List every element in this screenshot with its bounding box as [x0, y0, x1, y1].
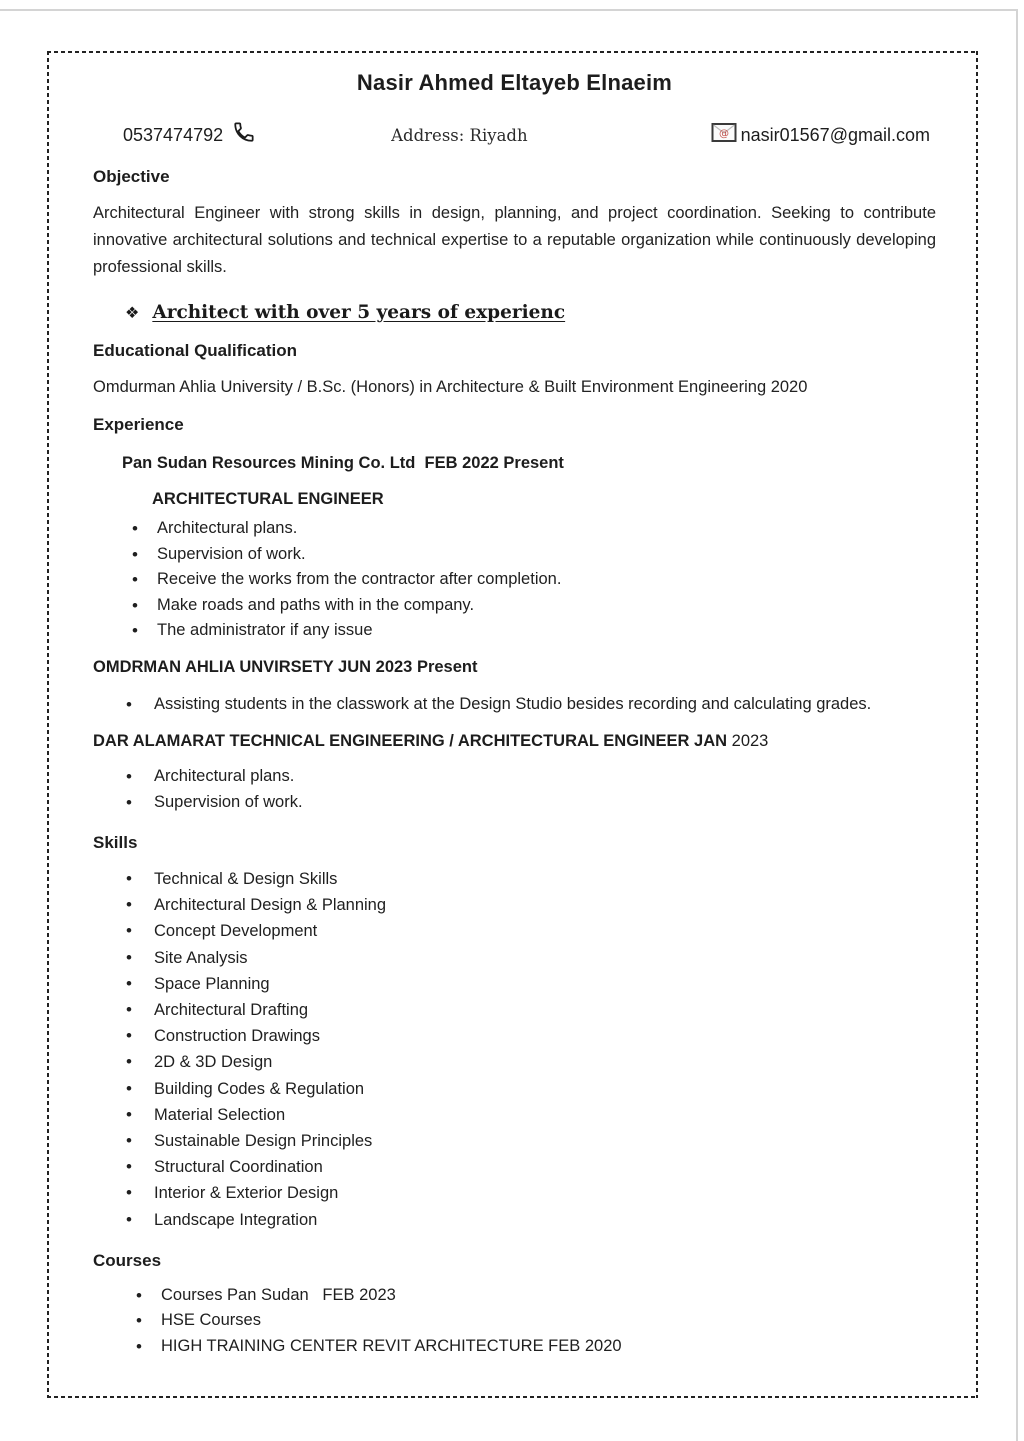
scan-artifact-top-line [0, 9, 1016, 11]
skills-heading: Skills [93, 833, 138, 852]
job3-company-year: 2023 [731, 732, 769, 750]
job1-role-title: ARCHITECTURAL ENGINEER [152, 490, 384, 508]
email-address: nasir01567@gmail.com [740, 124, 930, 145]
education-heading: Educational Qualification [93, 341, 298, 360]
courses-heading: Courses [93, 1250, 162, 1270]
list-item: • HSE Courses [93, 1308, 936, 1334]
phone-number: 0537474792 [123, 124, 224, 145]
job1-duty-list [93, 516, 936, 644]
page-border-right [976, 51, 978, 1398]
list-item: • Make roads and paths with in the company. [93, 593, 936, 619]
experience-highlight-text: Architect with over 5 years of experienc [152, 302, 566, 323]
objective-heading: Objective [93, 167, 170, 186]
list-item: • Receive the works from the contractor after completion. [93, 567, 936, 593]
job3-duty-list [93, 764, 936, 815]
scan-artifact-right-line [1016, 9, 1018, 1441]
list-item: • Architectural plans. [93, 764, 936, 790]
list-item: • Supervision of work. [93, 790, 936, 816]
job3-company-line [93, 732, 936, 751]
page-border-bottom [47, 1396, 978, 1398]
job2-duty-list [93, 692, 936, 718]
contact-row [93, 120, 936, 150]
list-item: • Architectural Design & Planning [93, 892, 936, 918]
list-item: • Architectural Drafting [93, 997, 936, 1023]
education-detail: Omdurman Ahlia University / B.Sc. (Honors) in Architecture & Built Environment Engineering 2020 [93, 378, 808, 396]
list-item: • Technical & Design Skills [93, 866, 936, 892]
list-item: • HIGH TRAINING CENTER REVIT ARCHITECTURE FEB 2020 [93, 1334, 936, 1360]
list-item: • Interior & Exterior Design [93, 1180, 936, 1206]
list-item: • Space Planning [93, 971, 936, 997]
list-item: • Structural Coordination [93, 1154, 936, 1180]
resume-name-title: Nasir Ahmed Eltayeb Elnaeim [356, 70, 673, 95]
envelope-at-icon [711, 122, 737, 148]
list-item: • Supervision of work. [93, 542, 936, 568]
list-item: • 2D & 3D Design [93, 1049, 936, 1075]
resume-content [49, 53, 976, 1396]
list-item: • Courses Pan Sudan FEB 2023 [93, 1283, 936, 1309]
contact-email [711, 122, 930, 148]
svg-text:@: @ [718, 128, 729, 140]
objective-text: Architectural Engineer with strong skills in design, planning, and project coordination. Seeking to contribute innovative architectural solutions and technical expertise to a reputable organization while continuously developing professional skills. [93, 204, 936, 276]
list-item: • Building Codes & Regulation [93, 1076, 936, 1102]
job1-company-line: Pan Sudan Resources Mining Co. Ltd FEB 2022 Present [122, 454, 564, 472]
list-item: • Material Selection [93, 1102, 936, 1128]
experience-heading: Experience [93, 415, 184, 434]
resume-page [47, 51, 978, 1398]
contact-phone [123, 120, 256, 150]
job2-company-line: OMDRMAN AHLIA UNVIRSETY JUN 2023 Present [93, 657, 478, 676]
list-item: • Site Analysis [93, 945, 936, 971]
list-item: • Sustainable Design Principles [93, 1128, 936, 1154]
list-item: • Construction Drawings [93, 1023, 936, 1049]
list-item: • Landscape Integration [93, 1207, 936, 1233]
phone-receiver-icon [231, 120, 256, 150]
skills-list [93, 866, 936, 1233]
courses-list [93, 1283, 936, 1360]
diamond-bullet-icon: ❖ [125, 305, 140, 322]
list-item: • Concept Development [93, 918, 936, 944]
experience-highlight-line [93, 302, 936, 323]
list-item: • Architectural plans. [93, 516, 936, 542]
contact-address: Address: Riyadh [391, 125, 528, 145]
list-item: • The administrator if any issue [93, 618, 936, 644]
list-item: • Assisting students in the classwork at the Design Studio besides recording and calculating grades. [93, 692, 936, 718]
job3-company-bold: DAR ALAMARAT TECHNICAL ENGINEERING / ARCHITECTURAL ENGINEER JAN [93, 732, 732, 750]
